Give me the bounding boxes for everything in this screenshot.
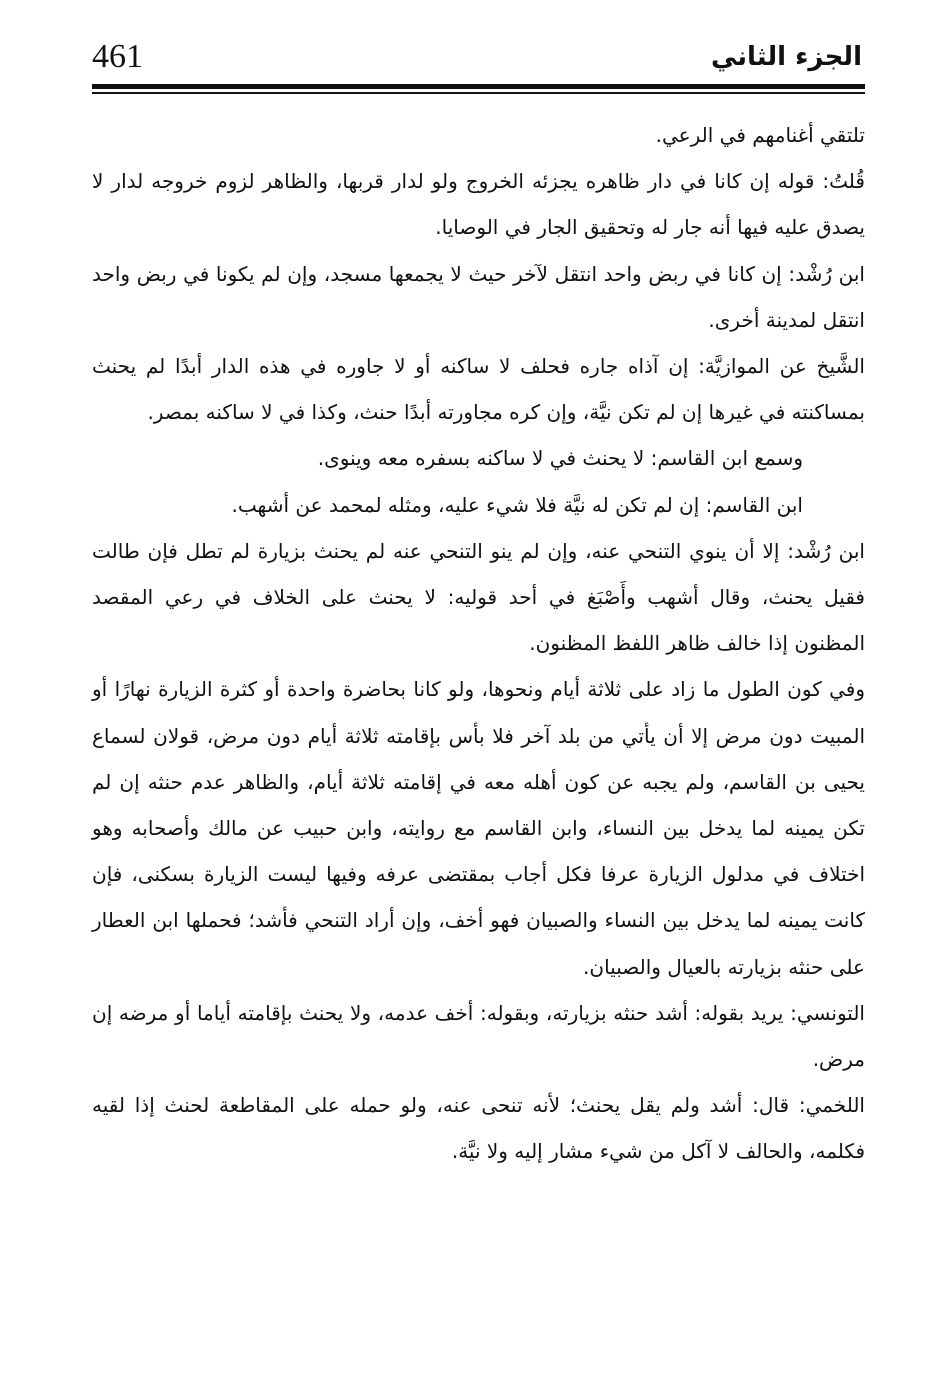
paragraph: وفي كون الطول ما زاد على ثلاثة أيام ونحوها، ولو كانا بحاضرة واحدة أو كثرة الزيارة نهارًا أو المبيت دون مرض إلا أن يأتي من بلد آخر فلا بأس بإقامته ثلاثة أيام دون مرض، قولان لسماع يحيى بن القاسم، ولم يجبه عن كون أهله معه في إقامته ثلاثة أيام، والظاهر عدم حنثه إن لم تكن يمينه لما يدخل بين النساء، وابن القاسم مع روايته، وابن حبيب عن مالك وأصحابه وهو اختلاف في مدلول الزيارة عرفا فكل أجاب بمقتضى عرفه وفيها ليست الزيارة بسكنى، فإن كانت يمينه لما يدخل بين النساء والصبيان فهو أخف، وإن أراد التنحي فأشد؛ فحملها ابن العطار على حنثه بزيارته بالعيال والصبيان. bbox=[92, 677, 865, 979]
paragraph: اللخمي: قال: أشد ولم يقل يحنث؛ لأنه تنحى عنه، ولو حمله على المقاطعة لحنث إذا لقيه فكلمه، والحالف لا آكل من شيء مشار إليه ولا نيَّة. bbox=[92, 1093, 865, 1164]
running-head-title: الجزء الثاني bbox=[710, 42, 862, 72]
paragraph: الشَّيخ عن الموازيَّة: إن آذاه جاره فحلف لا ساكنه أو لا جاوره في هذه الدار أبدًا لم يحنث بمساكنته في غيرها إن لم تكن نيَّة، وإن كره مجاورته أبدًا حنث، وكذا في لا ساكنه بمصر. bbox=[92, 354, 865, 425]
paragraph: ابن رُشْد: إلا أن ينوي التنحي عنه، وإن لم ينو التنحي عنه لم يحنث بزيارة لم تطل فإن طالت فقيل يحنث، وقال أشهب وأَصْبَغ في أحد قوليه: لا يحنث على الخلاف في رعي المقصد المظنون إذا خالف ظاهر اللفظ المظنون. bbox=[92, 538, 865, 656]
paragraph: ابن رُشْد: إن كانا في ربض واحد انتقل لآخر حيث لا يجمعها مسجد، وإن لم يكونا في ربض واحد انتقل لمدينة أخرى. bbox=[92, 261, 865, 332]
paragraph: ابن القاسم: إن لم تكن له نيَّة فلا شيء عليه، ومثله لمحمد عن أشهب. bbox=[231, 492, 803, 517]
paragraph: وسمع ابن القاسم: لا يحنث في لا ساكنه بسفره معه وينوى. bbox=[317, 446, 803, 471]
header-rule-thick bbox=[92, 84, 865, 89]
paragraph: تلتقي أغنامهم في الرعي. bbox=[655, 123, 865, 147]
page-header bbox=[92, 30, 862, 82]
paragraph: قُلتُ: قوله إن كانا في دار ظاهره يجزئه الخروج ولو لدار قربها، والظاهر لزوم خروجه لدار لا يصدق عليه فيها أنه جار له وتحقيق الجار في الوصايا. bbox=[92, 169, 865, 240]
paragraph: التونسي: يريد بقوله: أشد حنثه بزيارته، وبقوله: أخف عدمه، ولا يحنث بإقامته أياما أو مرضه إن مرض. bbox=[92, 1000, 865, 1072]
page-body bbox=[92, 112, 865, 1175]
header-rule-thin bbox=[92, 92, 865, 94]
page-number: 461 bbox=[92, 38, 143, 75]
